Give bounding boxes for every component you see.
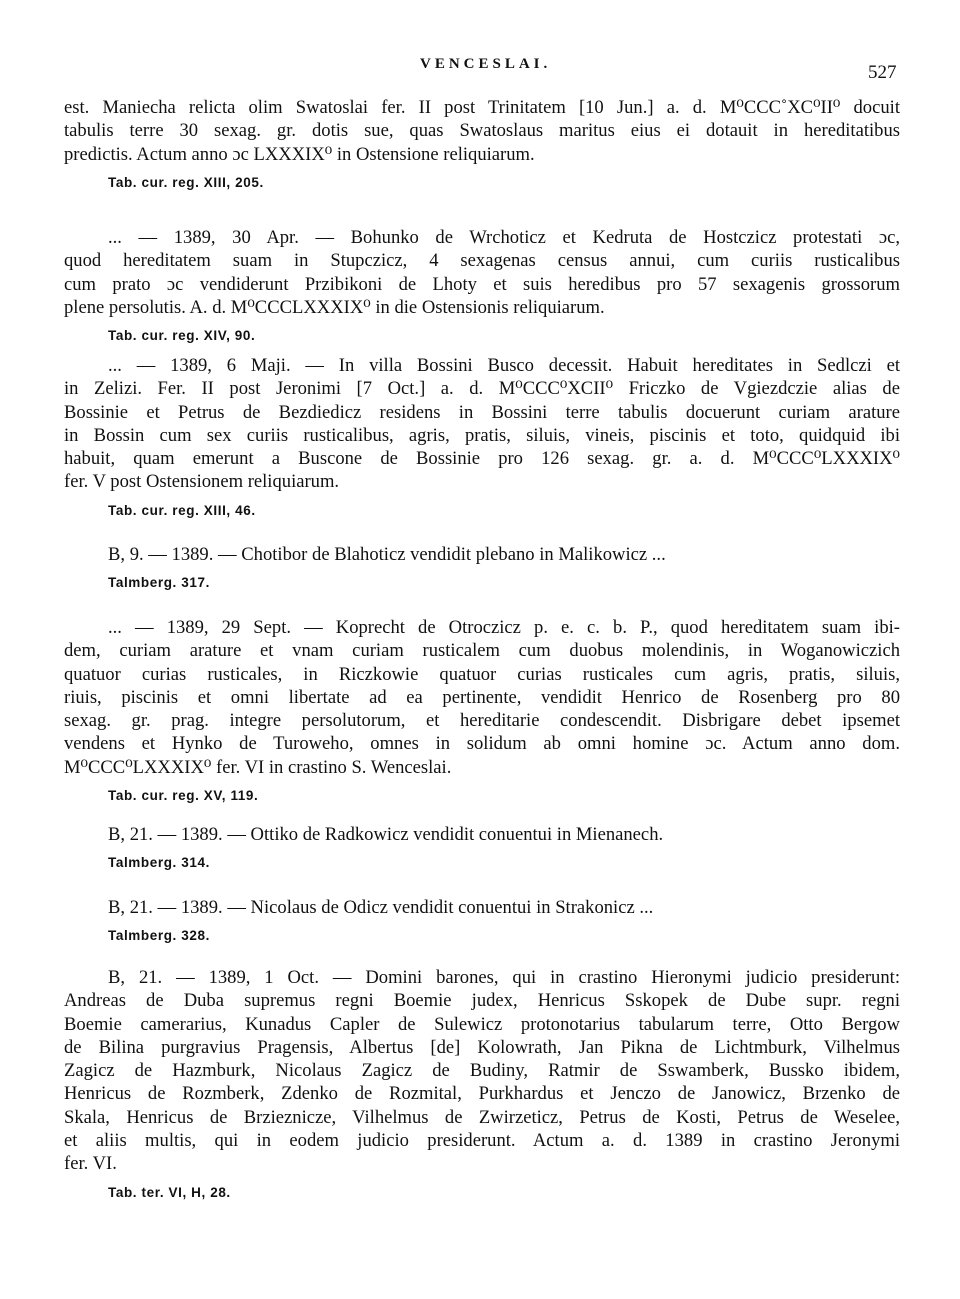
entry (64, 823, 900, 874)
text-line: cum prato ɔc vendiderunt Przibikoni de Lhoty et suis heredibus pro 57 sexagenis grossorum (64, 273, 900, 295)
text-line: fer. VI. (64, 1153, 117, 1175)
entry (64, 966, 900, 1204)
text-line: est. Maniecha relicta olim Swatoslai fer. II post Trinitatem [10 Jun.] a. d. M⁰CCC˚XC⁰II⁰ docuit (64, 97, 900, 118)
entry (64, 543, 900, 594)
entry-text (64, 354, 900, 494)
text-line: dem, curiam arature et vnam curiam rusticalem cum duobus molendinis, in Woganowiczich (64, 640, 900, 662)
text-line: fer. V post Ostensionem reliquiarum. (64, 471, 340, 493)
text-line: B, 21. — 1389, 1 Oct. — Domini barones, qui in crastino Hieronymi judicio presiderunt: (108, 967, 900, 988)
source-reference: Talmberg. 328. (108, 928, 210, 944)
text-line: B, 21. — 1389. — Ottiko de Radkowicz vendidit conuentui in Mienanech. (108, 824, 664, 845)
text-line: ... — 1389, 29 Sept. — Koprecht de Otroczicz p. e. c. b. P., quod hereditatem suam ibi- (108, 617, 900, 638)
text-line: ... — 1389, 30 Apr. — Bohunko de Wrchoticz et Kedruta de Hostczicz protestati ɔc, (108, 227, 900, 248)
running-title: VENCESLAI. (420, 56, 552, 72)
text-line: Boemie camerarius, Kunadus Capler de Sulewicz protonotarius tabularum terre, Otto Bergow (64, 1013, 900, 1035)
text-line: M⁰CCC⁰LXXXIX⁰ fer. VI in crastino S. Wenceslai. (64, 756, 452, 778)
text-line: in Zelizi. Fer. II post Jeronimi [7 Oct.] a. d. M⁰CCC⁰XCII⁰ Friczko de Vgiezdczie alias de (64, 378, 900, 400)
source-reference: Tab. cur. reg. XIV, 90. (108, 328, 256, 344)
text-line: Andreas de Duba supremus regni Boemie judex, Henricus Sskopek de Dube supr. regni (64, 990, 900, 1012)
text-line: Bossinie et Petrus de Bezdiedicz residens in Bossini terre tabulis docuerunt curiam arature (64, 401, 900, 423)
text-line: tabulis terre 30 sexag. gr. dotis sue, quas Swatoslaus maritus eius ei dotauit in hereditatibus (64, 120, 900, 142)
entry-text (64, 966, 900, 1176)
source-reference: Talmberg. 317. (108, 575, 210, 591)
entry (64, 616, 900, 807)
source-reference: Talmberg. 314. (108, 855, 210, 871)
text-line: habuit, quam emerunt a Buscone de Bossinie pro 126 sexag. gr. a. d. M⁰CCC⁰LXXXIX⁰ (64, 448, 900, 470)
text-line: quod hereditatem suam in Stupczicz, 4 sexagenas census annui, cum curiis rusticalibus (64, 250, 900, 272)
text-line: predictis. Actum anno ɔc LXXXIX⁰ in Ostensione reliquiarum. (64, 143, 535, 165)
entry (64, 896, 900, 947)
text-line: B, 21. — 1389. — Nicolaus de Odicz vendidit conuentui in Strakonicz ... (108, 897, 654, 918)
entry-text (64, 896, 900, 919)
entry-text (64, 226, 900, 319)
text-line: sexag. gr. prag. integre persolutorum, et hereditarie condescendit. Disbrigare debet ipsemet (64, 710, 900, 732)
text-line: quatuor curias rusticales, in Riczkowie quatuor curias rusticales cum agris, pratis, siluis, (64, 663, 900, 685)
text-line: B, 9. — 1389. — Chotibor de Blahoticz vendidit plebano in Malikowicz ... (108, 544, 666, 565)
text-line: vendens et Hynko de Turoweho, omnes in solidum ab omni homine ɔc. Actum anno dom. (64, 733, 900, 755)
entry-text (64, 543, 900, 566)
source-reference: Tab. cur. reg. XV, 119. (108, 788, 259, 804)
text-line: Henricus de Rozmberk, Zdenko de Rozmital, Purkhardus et Jenczo de Janowicz, Brzenko de (64, 1083, 900, 1105)
source-reference: Tab. cur. reg. XIII, 46. (108, 502, 256, 518)
text-line: plene persolutis. A. d. M⁰CCCLXXXIX⁰ in die Ostensionis reliquiarum. (64, 296, 605, 318)
running-head (0, 52, 960, 82)
text-line: riuis, piscinis et omni libertate ad ea pertinente, vendidit Henrico de Rosenberg pro 80 (64, 686, 900, 708)
text-line: Skala, Henricus de Brzieznicze, Vilhelmus de Zwirzeticz, Petrus de Kosti, Petrus de Weselee, (64, 1106, 900, 1128)
text-line: Zagicz de Hazmburk, Nicolaus Zagicz de Budiny, Ratmir de Sswamberk, Bussko ibidem, (64, 1060, 900, 1082)
text-line: in Bossin cum sex curiis rusticalibus, agris, pratis, siluis, vineis, piscinis et toto, quidquid ibi (64, 424, 900, 446)
entry-text (64, 616, 900, 779)
entry-text (64, 823, 900, 846)
text-line: et aliis multis, qui in eodem judicio presiderunt. Actum a. d. 1389 in crastino Jeronymi (64, 1130, 900, 1152)
entry-text (64, 96, 900, 166)
page-number: 527 (868, 62, 897, 83)
source-reference: Tab. ter. VI, H, 28. (108, 1184, 231, 1200)
entry (64, 354, 900, 522)
text-line: ... — 1389, 6 Maji. — In villa Bossini Busco decessit. Habuit hereditates in Sedlczi et (108, 355, 900, 376)
text-line: de Bilina purgravius Pragensis, Albertus [de] Kolowrath, Jan Pikna de Lichtmburk, Vilhelmus (64, 1036, 900, 1058)
entry (64, 96, 900, 194)
source-reference: Tab. cur. reg. XIII, 205. (108, 174, 264, 190)
entry (64, 226, 900, 347)
